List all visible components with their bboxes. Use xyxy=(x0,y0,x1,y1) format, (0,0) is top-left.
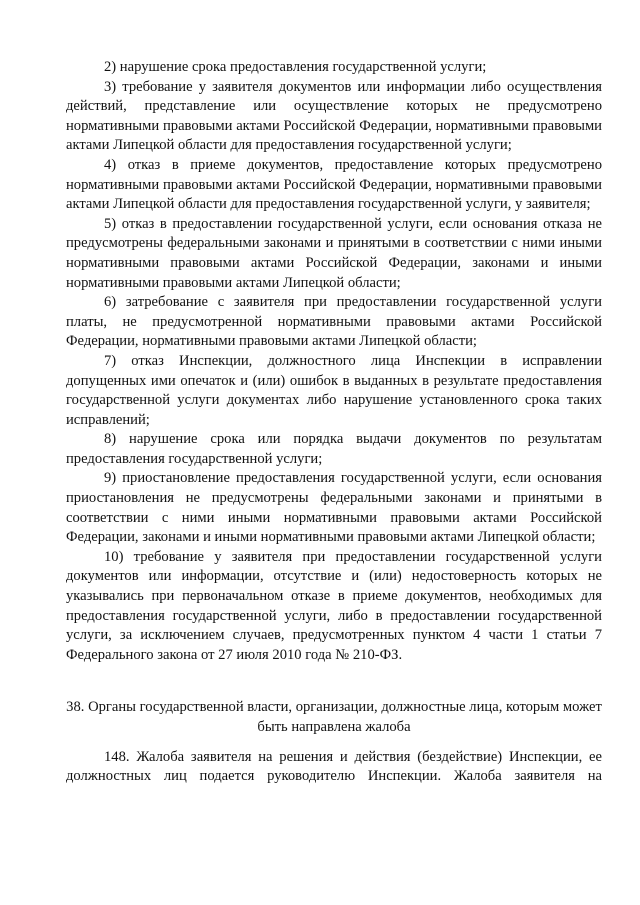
list-item-6: 6) затребование с заявителя при предоставлении государственной услуги платы, не предусмотренной нормативными правовыми актами Российской Федерации, нормативными правовыми актами Липецкой области; xyxy=(66,294,602,350)
section-heading: 38. Органы государственной власти, организации, должностные лица, которым может быть направлена жалоба xyxy=(66,699,602,735)
list-item-5: 5) отказ в предоставлении государственной услуги, если основания отказа не предусмотрены федеральными законами и принятыми в соответствии с ними иными нормативными правовыми актами Российской Федерации, законами и иными нормативными правовыми актами Липецкой области; xyxy=(66,215,602,291)
list-item-10: 10) требование у заявителя при предоставлении государственной услуги документов или информации, отсутствие и (или) недостоверность которых не указывались при первоначальном отказе в приеме документов, необходимых для предоставления государственной услуги, либо в предоставлении государственной услуги, за исключением случаев, предусмотренных пунктом 4 части 1 статьи 7 Федерального закона от 27 июля 2010 года № 210-ФЗ. xyxy=(66,548,602,663)
list-item-9: 9) приостановление предоставления государственной услуги, если основания приостановления не предусмотрены федеральными законами и принятыми в соответствии с ними иными нормативными правовыми актами Российской Федерации, законами и иными нормативными правовыми актами Липецкой области; xyxy=(66,470,602,546)
list-item-2: 2) нарушение срока предоставления государственной услуги; xyxy=(104,59,487,75)
list-item-4: 4) отказ в приеме документов, предоставление которых предусмотрено нормативными правовыми актами Российской Федерации, нормативными правовыми актами Липецкой области для предоставления государственной услуги, у заявителя; xyxy=(66,156,602,213)
list-item-3: 3) требование у заявителя документов или информации либо осуществления действий, представление или осуществление которых не предусмотрено нормативными правовыми актами Российской Федерации, нормативными правовыми актами Липецкой области для предоставления государственной услуги; xyxy=(66,78,602,154)
paragraph-148: 148. Жалоба заявителя на решения и действия (бездействие) Инспекции, ее должностных лиц подается руководителю Инспекции. Жалоба заявителя на xyxy=(66,748,602,785)
list-item-7: 7) отказ Инспекции, должностного лица Инспекции в исправлении допущенных ими опечаток и (или) ошибок в выданных в результате предоставления государственной услуги документах либо нарушение установленного срока таких исправлений; xyxy=(66,352,602,428)
list-item-8: 8) нарушение срока или порядка выдачи документов по результатам предоставления государственной услуги; xyxy=(66,431,602,467)
document-page xyxy=(66,58,602,787)
